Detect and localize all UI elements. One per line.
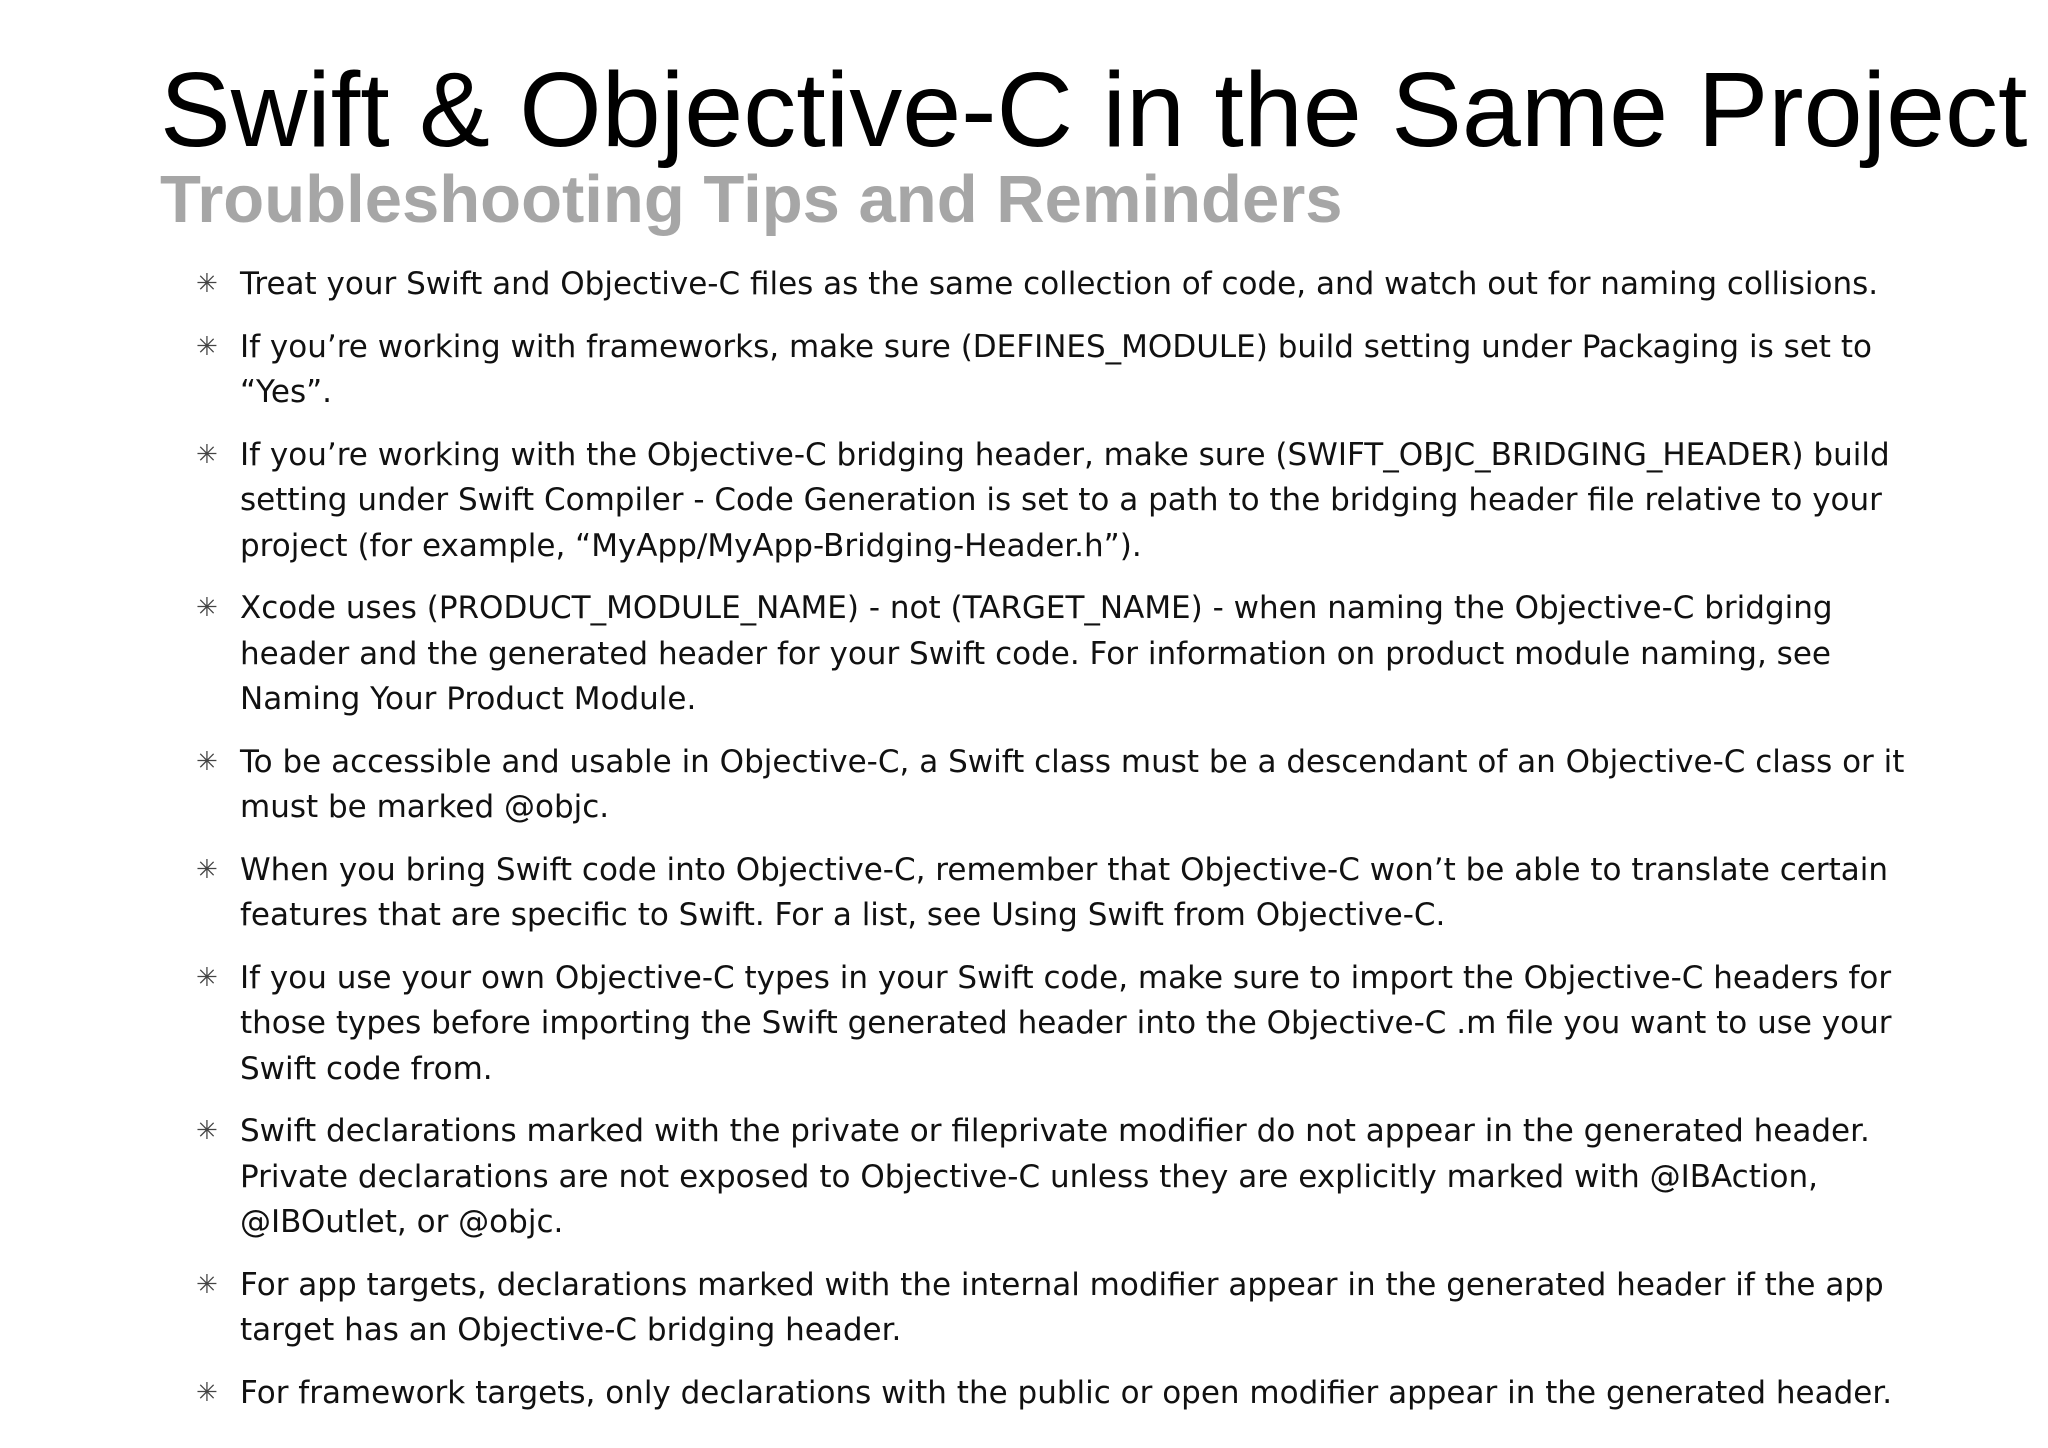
tip-text: For framework targets, only declarations with the public or open modifier appear in the generated header. — [240, 1374, 1893, 1411]
list-item — [196, 740, 1936, 831]
asterisk-bullet-icon: ✳ — [196, 593, 218, 623]
list-item — [196, 956, 1936, 1093]
list-item — [196, 1371, 1936, 1417]
tips-list — [196, 262, 1936, 1433]
tip-text: When you bring Swift code into Objective-C, remember that Objective-C won’t be able to translate certain features that are specific to Swift. For a list, see Using Swift from Objective-C. — [240, 851, 1889, 933]
tip-text: If you’re working with the Objective-C bridging header, make sure (SWIFT_OBJC_BRIDGING_HEADER) build setting under Swift Compiler - Code Generation is set to a path to the bridging header file relative to your project (for example, “MyApp/MyApp-Bridging-Header.h”). — [240, 436, 1890, 564]
list-item — [196, 325, 1936, 416]
asterisk-bullet-icon: ✳ — [196, 746, 218, 777]
list-item — [196, 262, 1936, 308]
slide-title: Swift & Objective-C in the Same Project — [160, 51, 2028, 169]
asterisk-bullet-icon: ✳ — [196, 269, 218, 299]
asterisk-bullet-icon: ✳ — [196, 962, 218, 993]
tip-text: Swift declarations marked with the private or fileprivate modifier do not appear in the generated header. Private declarations are not exposed to Objective-C unless they are explicitly marked with @IBAction, @IBOutlet, or @objc. — [240, 1113, 1870, 1240]
asterisk-bullet-icon: ✳ — [196, 854, 218, 885]
list-item — [196, 433, 1936, 570]
tip-text: For app targets, declarations marked with the internal modifier appear in the generated header if the app target has an Objective-C bridging header. — [240, 1266, 1884, 1348]
tip-text: Treat your Swift and Objective-C files as the same collection of code, and watch out for naming collisions. — [240, 266, 1879, 302]
asterisk-bullet-icon: ✳ — [196, 1377, 218, 1408]
list-item — [196, 1263, 1936, 1354]
asterisk-bullet-icon: ✳ — [196, 331, 218, 362]
asterisk-bullet-icon: ✳ — [196, 1116, 218, 1146]
asterisk-bullet-icon: ✳ — [196, 1269, 218, 1300]
tip-text: To be accessible and usable in Objective-C, a Swift class must be a descendant of an Objective-C class or it must be marked @objc. — [240, 743, 1905, 825]
asterisk-bullet-icon: ✳ — [196, 439, 218, 470]
list-item — [196, 1109, 1936, 1246]
tip-text: If you use your own Objective-C types in your Swift code, make sure to import the Objective-C headers for those types before importing the Swift generated header into the Objective-C .m file you want to use your Swift code from. — [240, 959, 1892, 1087]
list-item — [196, 586, 1936, 723]
slide-subtitle: Troubleshooting Tips and Reminders — [160, 162, 1343, 237]
tip-text: If you’re working with frameworks, make sure (DEFINES_MODULE) build setting under Packaging is set to “Yes”. — [240, 328, 1872, 410]
list-item — [196, 848, 1936, 939]
tip-text: Xcode uses (PRODUCT_MODULE_NAME) - not (TARGET_NAME) - when naming the Objective-C bridging header and the generated header for your Swift code. For information on product module naming, see Naming Your Product Module. — [240, 590, 1833, 717]
